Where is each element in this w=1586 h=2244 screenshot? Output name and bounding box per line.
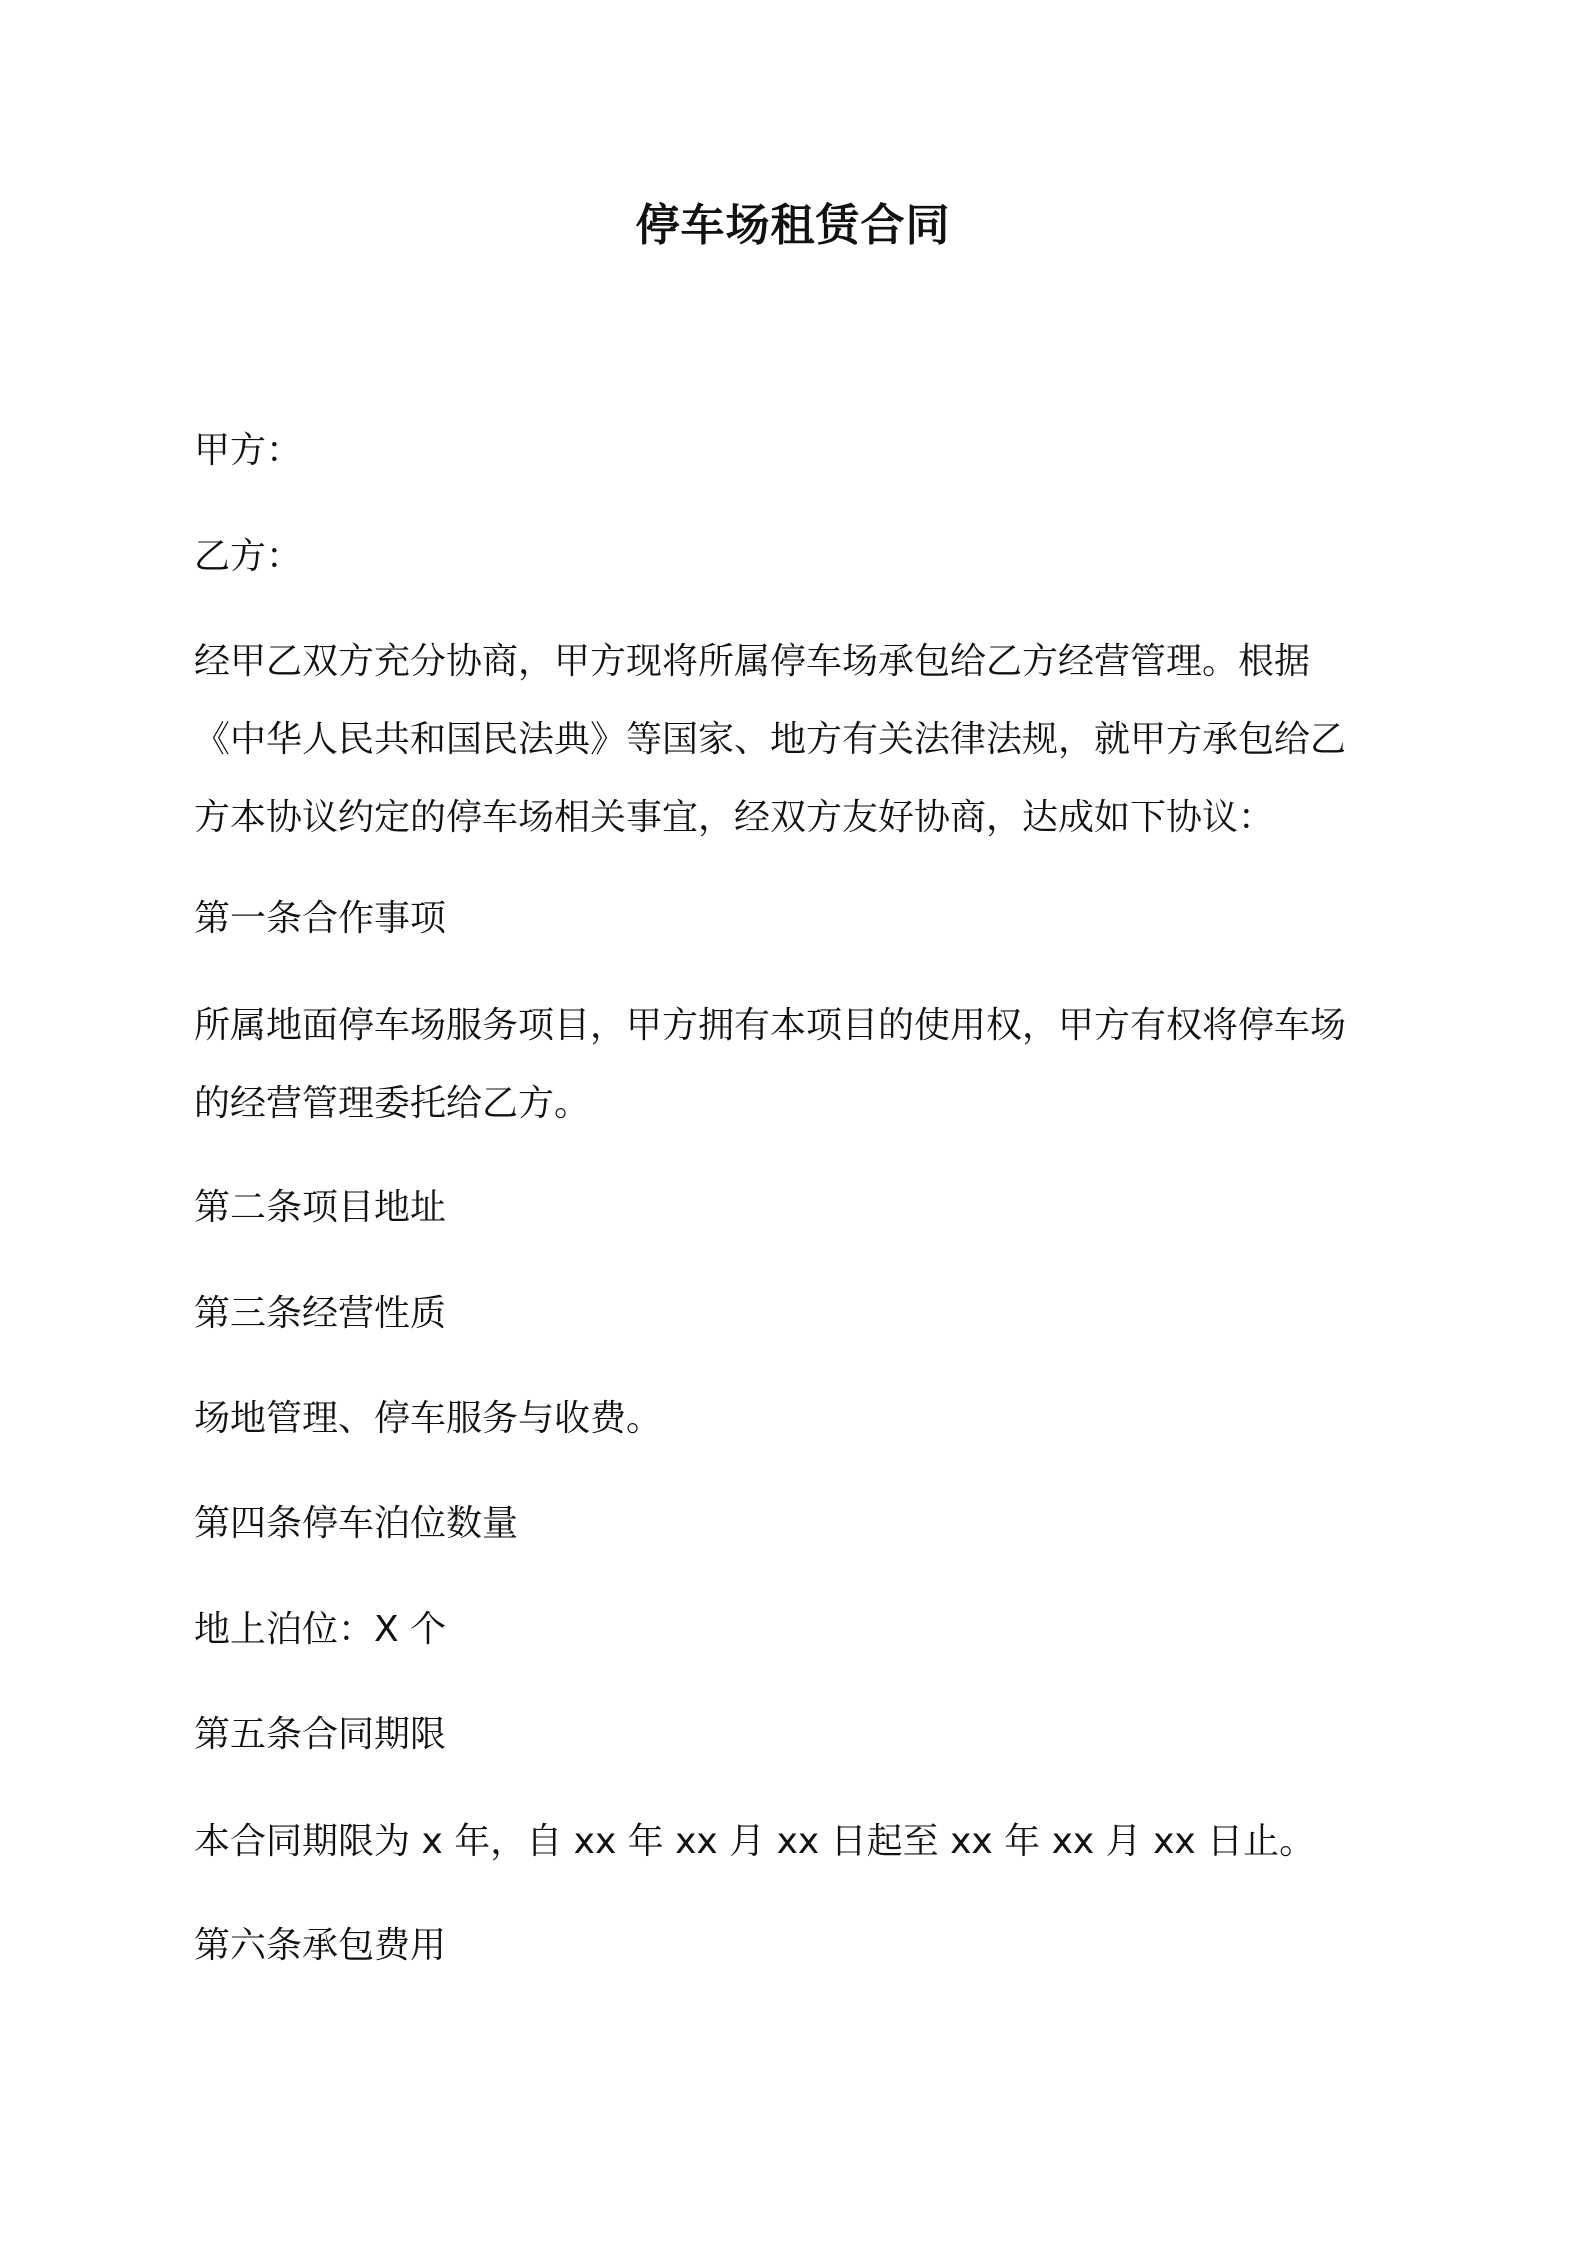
article-6-heading: 第六条承包费用 [194, 1925, 447, 1966]
article-1-line: 的经营管理委托给乙方。 [194, 1083, 591, 1124]
article-1-paragraph [194, 987, 1404, 1143]
intro-line: 经甲乙双方充分协商，甲方现将所属停车场承包给乙方经营管理。根据 [194, 641, 1311, 682]
article-3-text: 场地管理、停车服务与收费。 [194, 1398, 663, 1439]
article-4-heading: 第四条停车泊位数量 [194, 1503, 519, 1544]
article-5-heading: 第五条合同期限 [194, 1714, 447, 1755]
intro-line: 《中华人民共和国民法典》等国家、地方有关法律法规，就甲方承包给乙 [194, 719, 1347, 760]
article-4-text: 地上泊位：X 个 [194, 1609, 447, 1650]
article-1-heading: 第一条合作事项 [194, 898, 447, 939]
article-5-text: 本合同期限为 x 年，自 xx 年 xx 月 xx 日起至 xx 年 xx 月 xx 日止。 [194, 1821, 1316, 1862]
article-1-line: 所属地面停车场服务项目，甲方拥有本项目的使用权，甲方有权将停车场 [194, 1005, 1347, 1046]
party-a-label: 甲方： [194, 430, 303, 471]
document-title: 停车场租赁合同 [635, 200, 951, 251]
intro-line: 方本协议约定的停车场相关事宜，经双方友好协商，达成如下协议： [194, 797, 1275, 838]
article-2-heading: 第二条项目地址 [194, 1187, 447, 1228]
article-3-heading: 第三条经营性质 [194, 1293, 447, 1334]
intro-paragraph [194, 623, 1404, 857]
party-b-label: 乙方： [194, 536, 303, 577]
